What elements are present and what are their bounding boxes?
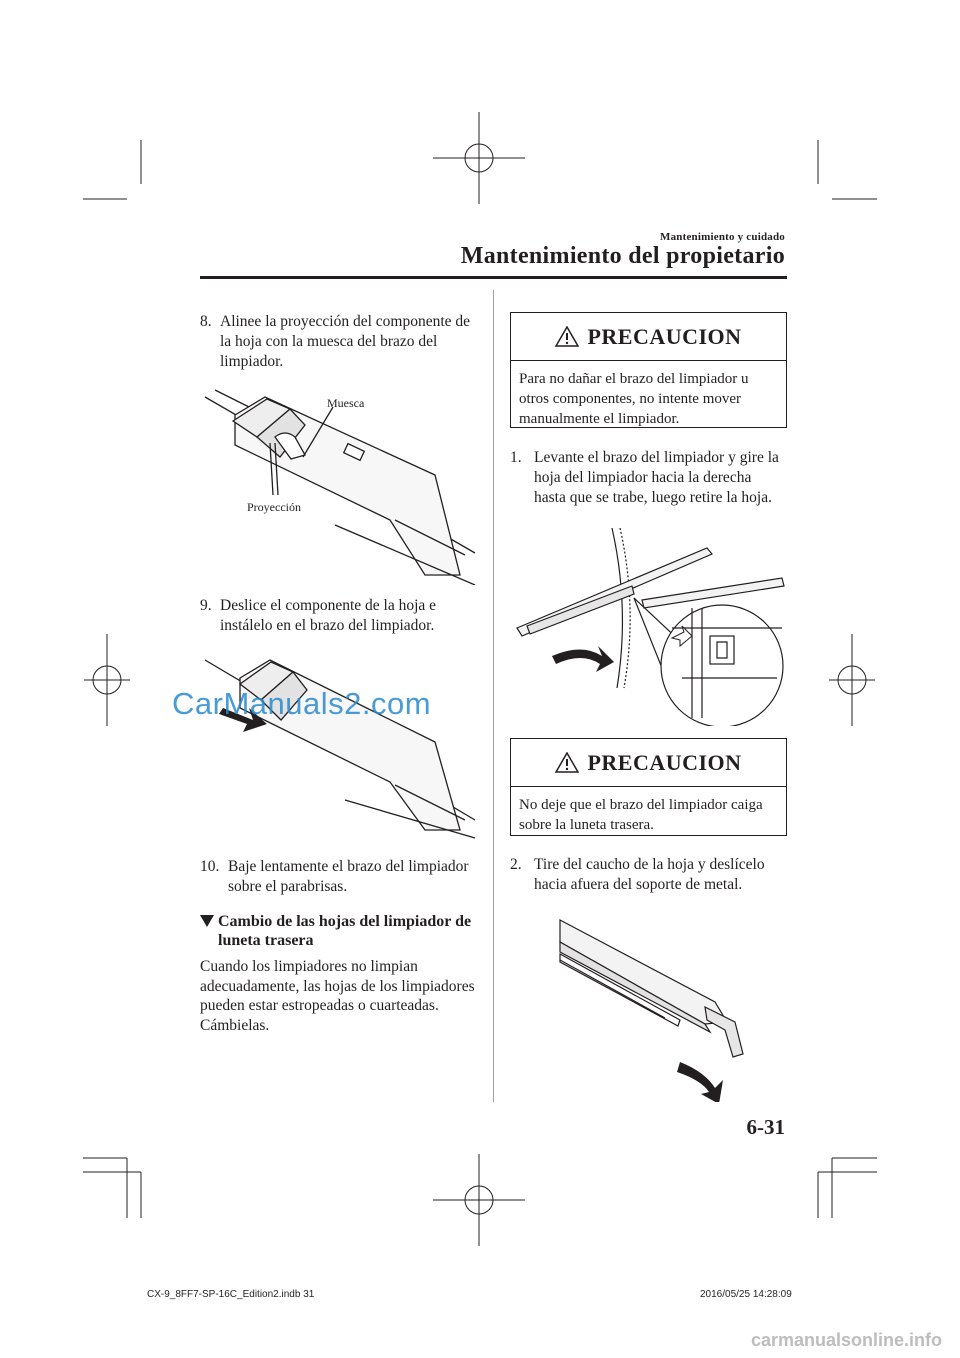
step-10 (200, 857, 480, 897)
step-number: 10. (200, 858, 220, 875)
body-paragraph: Cuando los limpiadores no limpian adecuadamente, las hojas de los limpiadores pueden estar estropeadas o cuarteadas. Cámbielas. (200, 958, 475, 1034)
caution-title-row (511, 739, 786, 787)
rotate-arrow-icon (552, 646, 614, 672)
caution-title: PRECAUCION (587, 323, 742, 349)
step-text: Deslice el componente de la hoja e instálelo en el brazo del limpiador. (220, 597, 437, 634)
step-8 (200, 312, 480, 372)
footer-timestamp: 2016/05/25 14:28:09 (700, 1289, 792, 1300)
step-number: 1. (510, 449, 522, 466)
step-number: 9. (200, 597, 212, 614)
wiper-blade-install-figure (195, 650, 485, 840)
step-1 (510, 448, 787, 508)
step-text: Baje lentamente el brazo del limpiador sobre el parabrisas. (228, 858, 469, 895)
rubber-removal-figure (555, 912, 755, 1102)
down-triangle-icon (200, 915, 214, 927)
step-text: Levante el brazo del limpiador y gire la hoja del limpiador hacia la derecha hasta que se trabe, luego retire la hoja. (534, 449, 779, 506)
caution-box-2 (510, 738, 787, 836)
step-text: Alinee la proyección del componente de la hoja con la muesca del brazo del limpiador. (220, 313, 471, 370)
warning-triangle-icon (555, 326, 579, 347)
header-rule (200, 276, 787, 279)
caution-title: PRECAUCION (587, 749, 742, 775)
step-number: 8. (200, 313, 212, 330)
rear-wiper-removal-figure (512, 528, 787, 726)
page-title: Mantenimiento del propietario (460, 243, 785, 269)
warning-triangle-icon (555, 752, 579, 773)
caution-body: Para no dañar el brazo del limpiador u otros componentes, no intente mover manualmente el limpiador. (519, 371, 749, 427)
watermark-top: CarManuals2.com (172, 686, 432, 721)
caution-box-1 (510, 312, 787, 428)
pull-arrow-icon (677, 1062, 723, 1102)
caution-body: No deje que el brazo del limpiador caiga sobre la luneta trasera. (519, 797, 763, 833)
watermark-bottom: carmanualsonline.info (750, 1330, 942, 1350)
wiper-blade-alignment-figure (195, 385, 485, 585)
step-2 (510, 855, 787, 895)
page-number: 6-31 (746, 1115, 785, 1139)
projection-label: Proyección (247, 500, 301, 514)
caution-title-row (511, 313, 786, 361)
step-9 (200, 596, 480, 636)
footer-filename: CX-9_8FF7-SP-16C_Edition2.indb 31 (147, 1289, 315, 1300)
notch-label: Muesca (327, 396, 365, 410)
step-number: 2. (510, 856, 522, 873)
section-header: Mantenimiento y cuidado (660, 231, 785, 243)
section-heading-text: Cambio de las hojas del limpiador de luneta trasera (218, 913, 472, 949)
step-text: Tire del caucho de la hoja y deslícelo hacia afuera del soporte de metal. (534, 856, 765, 893)
section-heading (200, 912, 480, 950)
column-divider (493, 290, 494, 1102)
